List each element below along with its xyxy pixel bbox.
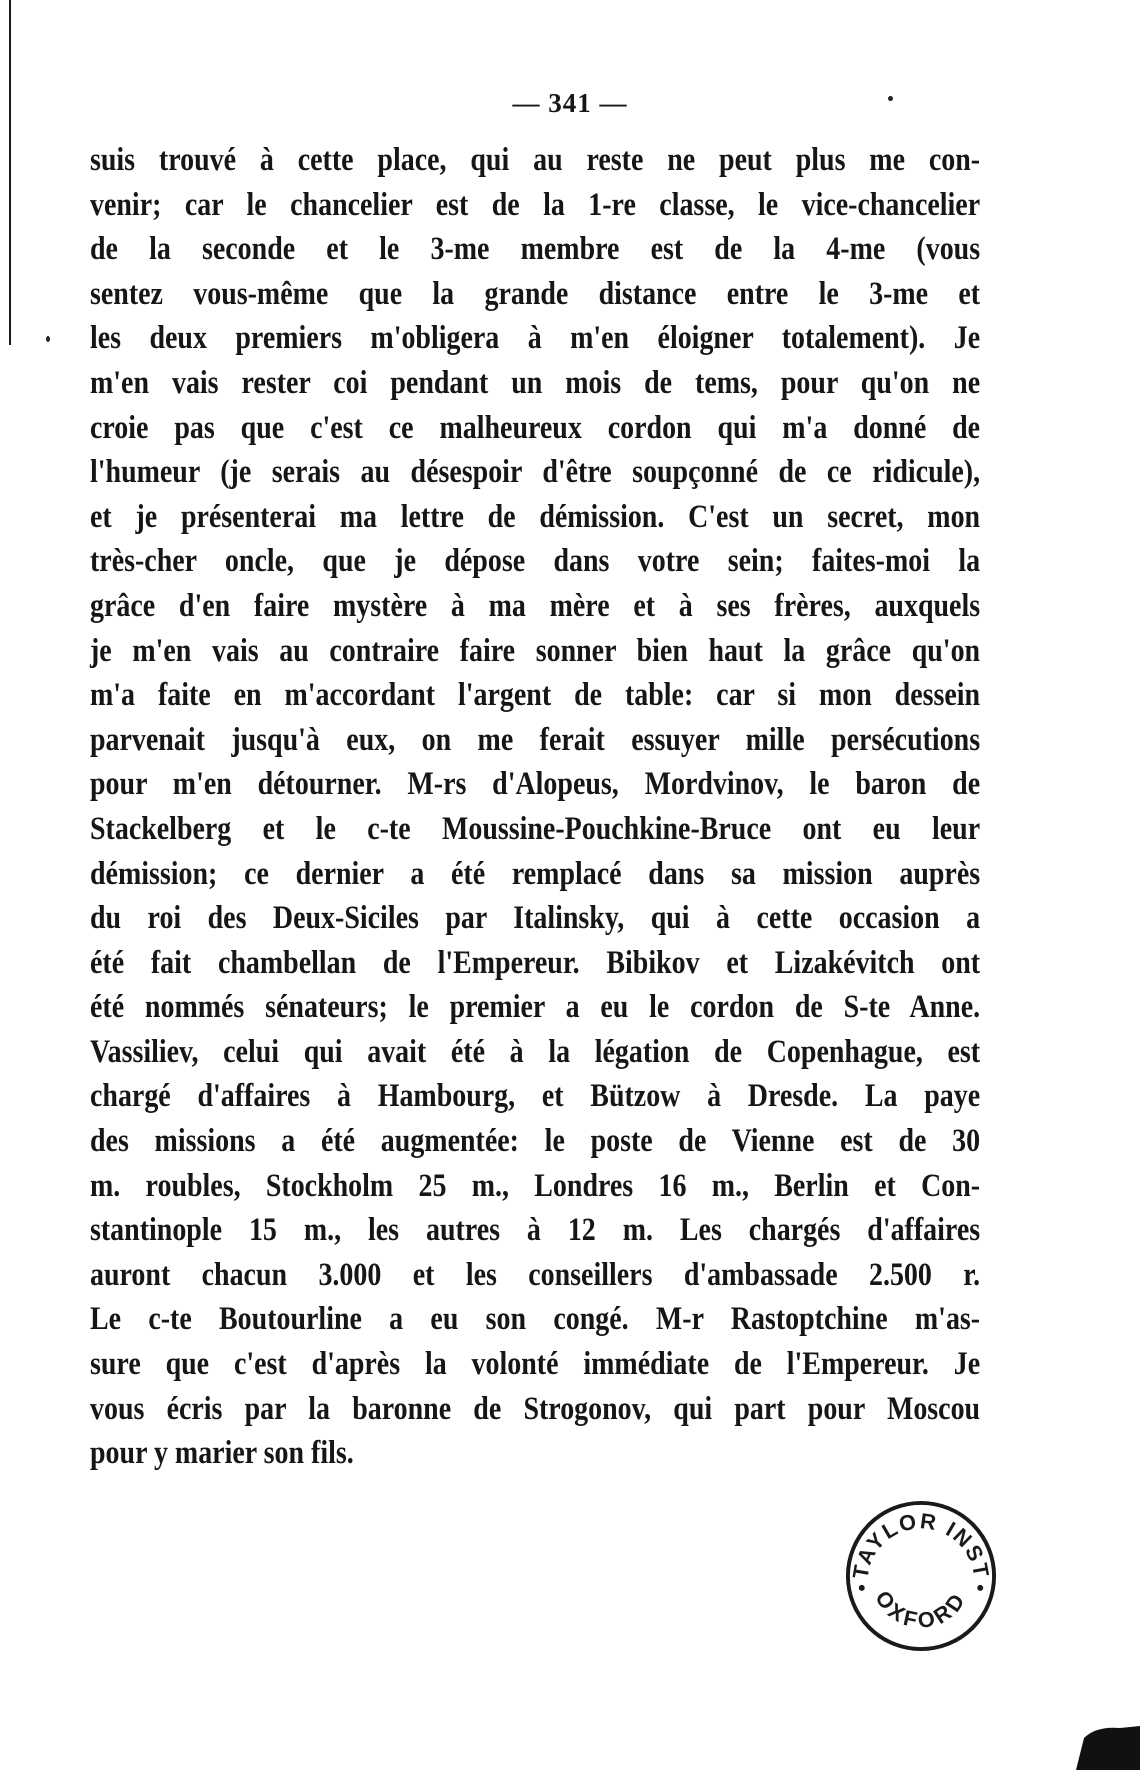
stamp-dot <box>859 1585 865 1591</box>
text-line: très-cher oncle, que je dépose dans votre sein; faites-moi la <box>90 543 981 580</box>
svg-text:TAYLOR INST <box>848 1508 995 1581</box>
text-line: grâce d'en faire mystère à ma mère et à ses frères, auxquels <box>90 587 981 624</box>
text-line: parvenait jusqu'à eux, on me ferait essuyer mille persécutions <box>90 721 981 758</box>
text-line: Le c-te Boutourline a eu son congé. M-r Rastoptchine m'as- <box>90 1301 981 1338</box>
text-line: m. roubles, Stockholm 25 m., Londres 16 m., Berlin et Con- <box>90 1167 981 1204</box>
text-line: croie pas que c'est ce malheureux cordon qui m'a donné de <box>90 409 981 446</box>
text-line: chargé d'affaires à Hambourg, et Bützow à Dresde. La paye <box>90 1078 981 1115</box>
stamp-text-bottom: OXFORD <box>870 1585 972 1634</box>
text-line: sentez vous-même que la grande distance entre le 3-me et <box>90 275 981 312</box>
text-line: Vassiliev, celui qui avait été à la légation de Copenhague, est <box>90 1033 981 1070</box>
text-line: du roi des Deux-Siciles par Italinsky, qui à cette occasion a <box>90 900 981 937</box>
text-line: démission; ce dernier a été remplacé dans sa mission auprès <box>90 855 981 892</box>
text-line: sure que c'est d'après la volonté immédiate de l'Empereur. Je <box>90 1346 981 1383</box>
page-number: — 341 — <box>512 88 628 118</box>
text-line: pour y marier son fils. <box>90 1435 354 1472</box>
text-line: stantinople 15 m., les autres à 12 m. Les chargés d'affaires <box>90 1212 981 1249</box>
text-line: de la seconde et le 3-me membre est de la 4-me (vous <box>90 231 981 268</box>
text-line: l'humeur (je serais au désespoir d'être soupçonné de ce ridicule), <box>90 454 981 491</box>
scan-edge-line <box>9 0 11 345</box>
text-line: les deux premiers m'obligera à m'en éloigner totalement). Je <box>90 320 981 357</box>
text-line: été nommés sénateurs; le premier a eu le cordon de S-te Anne. <box>90 989 981 1026</box>
svg-text:OXFORD <box>870 1586 971 1633</box>
stamp-dot <box>977 1585 983 1591</box>
text-line: été fait chambellan de l'Empereur. Bibikov et Lizakévitch ont <box>90 944 981 981</box>
text-line: suis trouvé à cette place, qui au reste ne peut plus me con- <box>90 142 981 178</box>
text-line: et je présenterai ma lettre de démission. C'est un secret, mon <box>90 498 981 535</box>
scan-corner-mark <box>1070 1718 1140 1770</box>
text-line: Stackelberg et le c-te Moussine-Pouchkine-Bruce ont eu leur <box>90 810 981 847</box>
text-line: m'en vais rester coi pendant un mois de tems, pour qu'on ne <box>90 364 981 401</box>
text-line: pour m'en détourner. M-rs d'Alopeus, Mordvinov, le baron de <box>90 766 981 803</box>
stamp-text-top: TAYLOR INST <box>847 1508 995 1581</box>
text-line: vous écris par la baronne de Strogonov, qui part pour Moscou <box>90 1390 981 1427</box>
text-line: des missions a été augmentée: le poste de Vienne est de 30 <box>90 1123 981 1160</box>
text-line: venir; car le chancelier est de la 1-re classe, le vice-chancelier <box>90 186 981 223</box>
text-line: auront chacun 3.000 et les conseillers d'ambassade 2.500 r. <box>90 1256 981 1293</box>
library-stamp <box>842 1497 1000 1655</box>
stray-ink-dot <box>46 336 50 342</box>
body-text <box>90 138 980 1476</box>
text-line: m'a faite en m'accordant l'argent de table: car si mon dessein <box>90 677 981 714</box>
text-line: je m'en vais au contraire faire sonner bien haut la grâce qu'on <box>90 632 981 669</box>
